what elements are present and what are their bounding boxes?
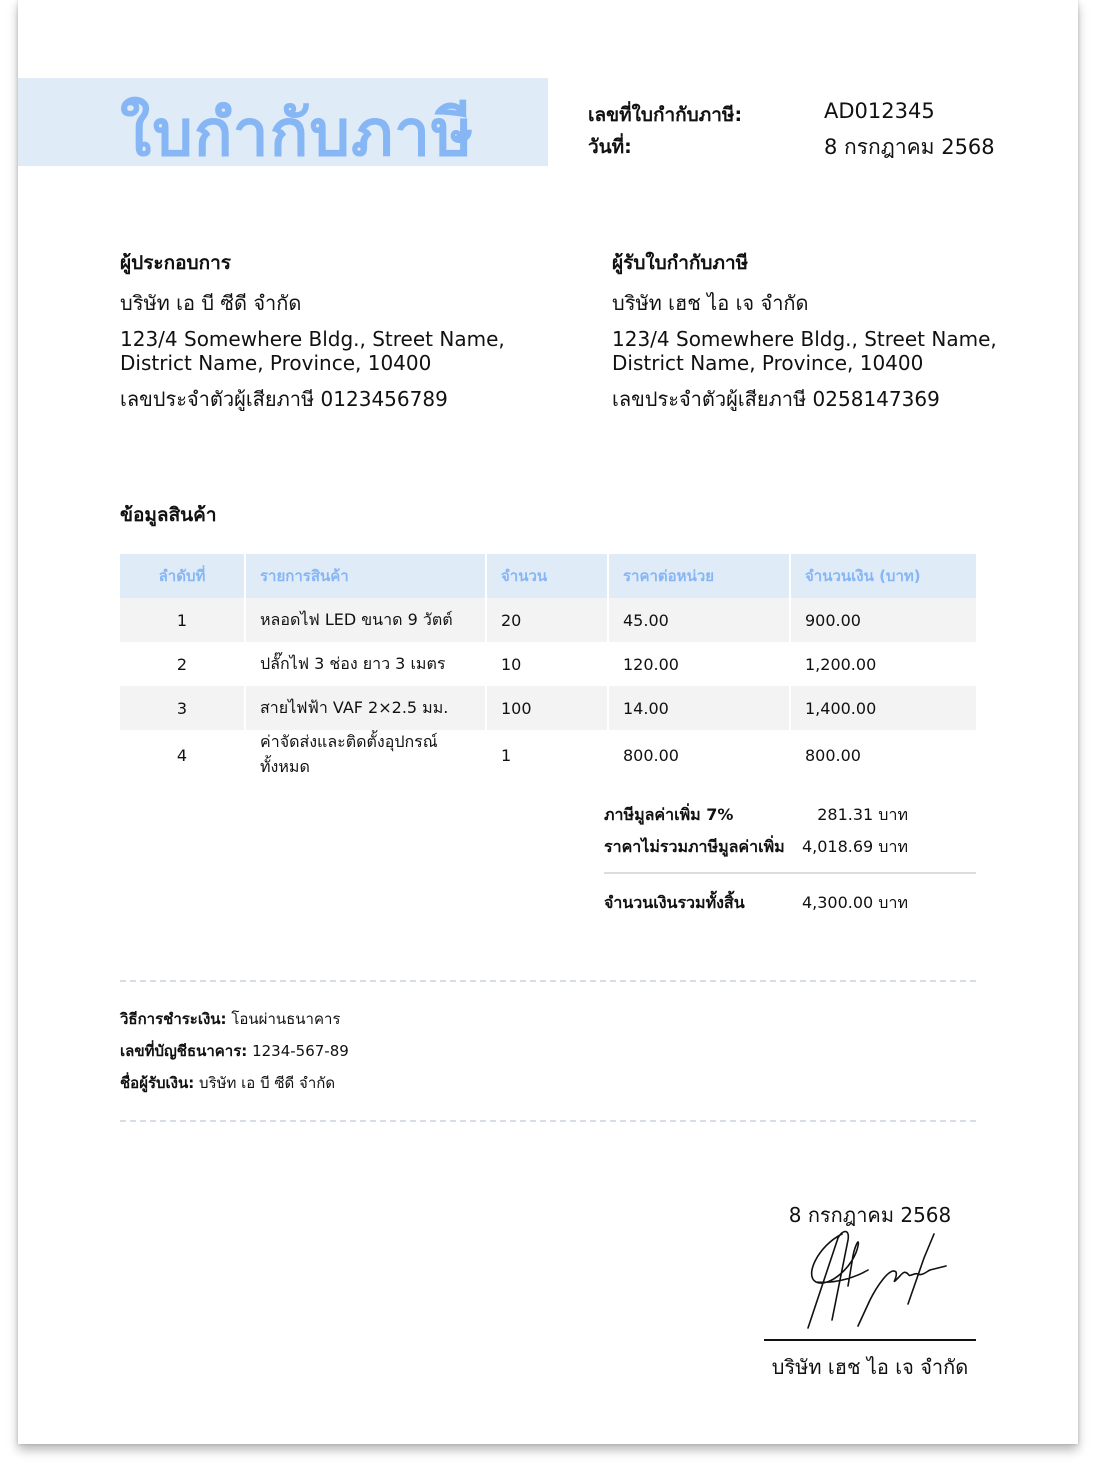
vat-value: 281.31 บาท xyxy=(817,805,908,824)
items-table xyxy=(120,554,976,780)
total-value: 4,300.00 บาท xyxy=(801,893,908,912)
bank-account-label: เลขที่บัญชีธนาคาร: xyxy=(120,1042,248,1060)
cell-item: หลอดไฟ LED ขนาด 9 วัตต์ xyxy=(245,598,486,642)
table-row xyxy=(120,730,976,780)
buyer-address-line1: 123/4 Somewhere Bldg., Street Name, xyxy=(612,327,997,351)
cell-amount: 1,200.00 xyxy=(805,654,877,674)
table-header-row xyxy=(120,554,976,598)
cell-item: ค่าจัดส่งและติดตั้งอุปกรณ์ทั้งหมด xyxy=(245,730,486,780)
payment-method xyxy=(120,1007,340,1031)
date-label: วันที่: xyxy=(588,136,632,158)
seller-address-line1: 123/4 Somewhere Bldg., Street Name, xyxy=(120,327,505,351)
net-value: 4,018.69 บาท xyxy=(801,837,908,856)
seller-name: บริษัท เอ บี ซีดี จำกัด xyxy=(120,291,302,315)
cell-unit-price: 120.00 xyxy=(608,642,790,686)
table-row xyxy=(120,686,976,730)
buyer-address-line2: District Name, Province, 10400 xyxy=(612,351,924,375)
cell-unit-price: 800.00 xyxy=(608,730,790,780)
col-header-item: รายการสินค้า xyxy=(245,554,486,598)
seller-address-line2: District Name, Province, 10400 xyxy=(120,351,432,375)
cell-amount: 900.00 xyxy=(790,598,976,642)
invoice-date: 8 กรกฎาคม 2568 xyxy=(824,135,995,159)
bank-account xyxy=(120,1039,349,1063)
buyer-tax-id: เลขประจำตัวผู้เสียภาษี 0258147369 xyxy=(612,387,940,411)
payment-method-label: วิธีการชำระเงิน: xyxy=(120,1010,227,1028)
cell-no: 4 xyxy=(120,730,245,780)
signature-date: 8 กรกฎาคม 2568 xyxy=(788,1203,952,1227)
cell-no: 1 xyxy=(120,598,245,642)
col-header-amount: จำนวนเงิน (บาท) xyxy=(790,554,976,598)
buyer-name: บริษัท เฮช ไอ เจ จำกัด xyxy=(612,291,809,315)
cell-item: ปลั๊กไฟ 3 ช่อง ยาว 3 เมตร xyxy=(245,642,486,686)
cell-unit-price: 14.00 xyxy=(608,686,790,730)
cell-no: 3 xyxy=(120,686,245,730)
buyer-heading: ผู้รับใบกำกับภาษี xyxy=(612,252,749,274)
summary-divider xyxy=(604,872,976,874)
table-row xyxy=(120,642,976,686)
products-heading: ข้อมูลสินค้า xyxy=(120,504,217,526)
invoice-number: AD012345 xyxy=(824,99,935,123)
cell-amount: 800.00 xyxy=(805,745,861,765)
cell-qty: 10 xyxy=(486,642,608,686)
cell-qty: 20 xyxy=(486,598,608,642)
cell-no: 2 xyxy=(120,642,245,686)
table-row xyxy=(120,598,976,642)
cell-item: สายไฟฟ้า VAF 2×2.5 มม. xyxy=(245,686,486,730)
invoice-number-label: เลขที่ใบกำกับภาษี: xyxy=(588,104,743,126)
col-header-qty: จำนวน xyxy=(486,554,608,598)
cell-qty: 100 xyxy=(486,686,608,730)
invoice-sheet xyxy=(18,0,1078,1444)
col-header-no: ลำดับที่ xyxy=(120,554,245,598)
payment-method-value: โอนผ่านธนาคาร xyxy=(231,1010,341,1028)
payee-value: บริษัท เอ บี ซีดี จำกัด xyxy=(199,1074,336,1092)
signature-image xyxy=(798,1226,968,1336)
dashed-divider-top xyxy=(120,980,976,982)
dashed-divider-bottom xyxy=(120,1120,976,1122)
document-title: ใบกำกับภาษี xyxy=(120,97,475,171)
cell-qty: 1 xyxy=(486,730,608,780)
payee-label: ชื่อผู้รับเงิน: xyxy=(120,1074,195,1092)
col-header-unit-price: ราคาต่อหน่วย xyxy=(608,554,790,598)
bank-account-value: 1234-567-89 xyxy=(252,1042,349,1060)
net-label: ราคาไม่รวมภาษีมูลค่าเพิ่ม xyxy=(604,837,785,856)
cell-unit-price: 45.00 xyxy=(608,598,790,642)
cell-amount: 1,400.00 xyxy=(790,686,976,730)
seller-tax-id: เลขประจำตัวผู้เสียภาษี 0123456789 xyxy=(120,387,448,411)
signature-line xyxy=(764,1339,976,1341)
payee xyxy=(120,1071,335,1095)
seller-heading: ผู้ประกอบการ xyxy=(120,252,231,274)
total-label: จำนวนเงินรวมทั้งสิ้น xyxy=(604,893,745,912)
vat-label: ภาษีมูลค่าเพิ่ม 7% xyxy=(604,805,734,824)
signature-company: บริษัท เฮช ไอ เจ จำกัด xyxy=(771,1355,969,1379)
